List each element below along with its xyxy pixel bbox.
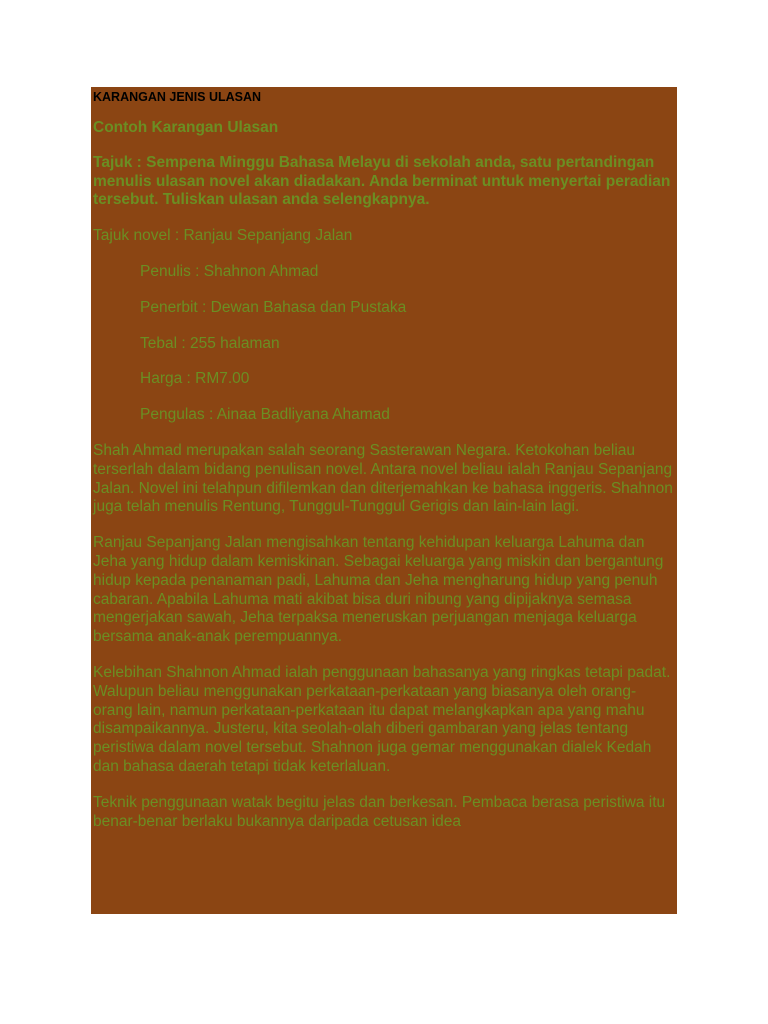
detail-price: Harga : RM7.00	[140, 370, 250, 388]
document-subheading: Contoh Karangan Ulasan	[93, 119, 279, 136]
paragraph-synopsis: Ranjau Sepanjang Jalan mengisahkan tentang kehidupan keluarga Lahuma dan Jeha yang hidup dalam kemiskinan. Sebagai keluarga yang miskin dan bergantung hidup kepada penanaman padi, Lahuma dan Jeha mengharung hidup yang penuh cabaran. Apabila Lahuma mati akibat bisa duri nibung yang dipijaknya semasa mengerjakan sawah, Jeha terpaksa meneruskan perjuangan menjaga keluarga bersama anak-anak perempuannya.	[93, 534, 664, 646]
detail-pages: Tebal : 255 halaman	[140, 334, 280, 352]
novel-title: Tajuk novel : Ranjau Sepanjang Jalan	[93, 227, 353, 245]
document-content	[91, 87, 677, 831]
paragraph-author-intro: Shah Ahmad merupakan salah seorang Sasterawan Negara. Ketokohan beliau terserlah dalam bidang penulisan novel. Antara novel beliau ialah Ranjau Sepanjang Jalan. Novel ini telahpun difilemkan dan diterjemahkan ke bahasa inggeris. Shahnon juga telah menulis Rentung, Tunggul-Tunggul Gerigis dan lain-lain lagi.	[93, 441, 673, 516]
paragraph-characters: Teknik penggunaan watak begitu jelas dan berkesan. Pembaca berasa peristiwa itu benar-benar berlaku bukannya daripada cetusan idea	[93, 793, 666, 830]
detail-reviewer: Pengulas : Ainaa Badliyana Ahamad	[140, 406, 390, 424]
paragraph-language: Kelebihan Shahnon Ahmad ialah penggunaan bahasanya yang ringkas tetapi padat. Walupun beliau menggunakan perkataan-perkataan yang biasanya oleh orang-orang lain, namun perkataan-perkataan itu dapat melangkapkan apa yang mahu disampaikannya. Justeru, kita seolah-olah diberi gambaran yang jelas tentang peristiwa dalam novel tersebut. Shahnon juga gemar menggunakan dialek Kedah dan bahasa daerah tetapi tidak keterlaluan.	[93, 663, 671, 775]
detail-author: Penulis : Shahnon Ahmad	[140, 262, 319, 280]
document-panel	[91, 87, 677, 914]
detail-publisher: Penerbit : Dewan Bahasa dan Pustaka	[140, 298, 407, 316]
essay-prompt: Tajuk : Sempena Minggu Bahasa Melayu di sekolah anda, satu pertandingan menulis ulasan novel akan diadakan. Anda berminat untuk menyertai peradian tersebut. Tuliskan ulasan anda selengkapnya.	[93, 153, 671, 209]
document-heading: KARANGAN JENIS ULASAN	[93, 90, 262, 104]
